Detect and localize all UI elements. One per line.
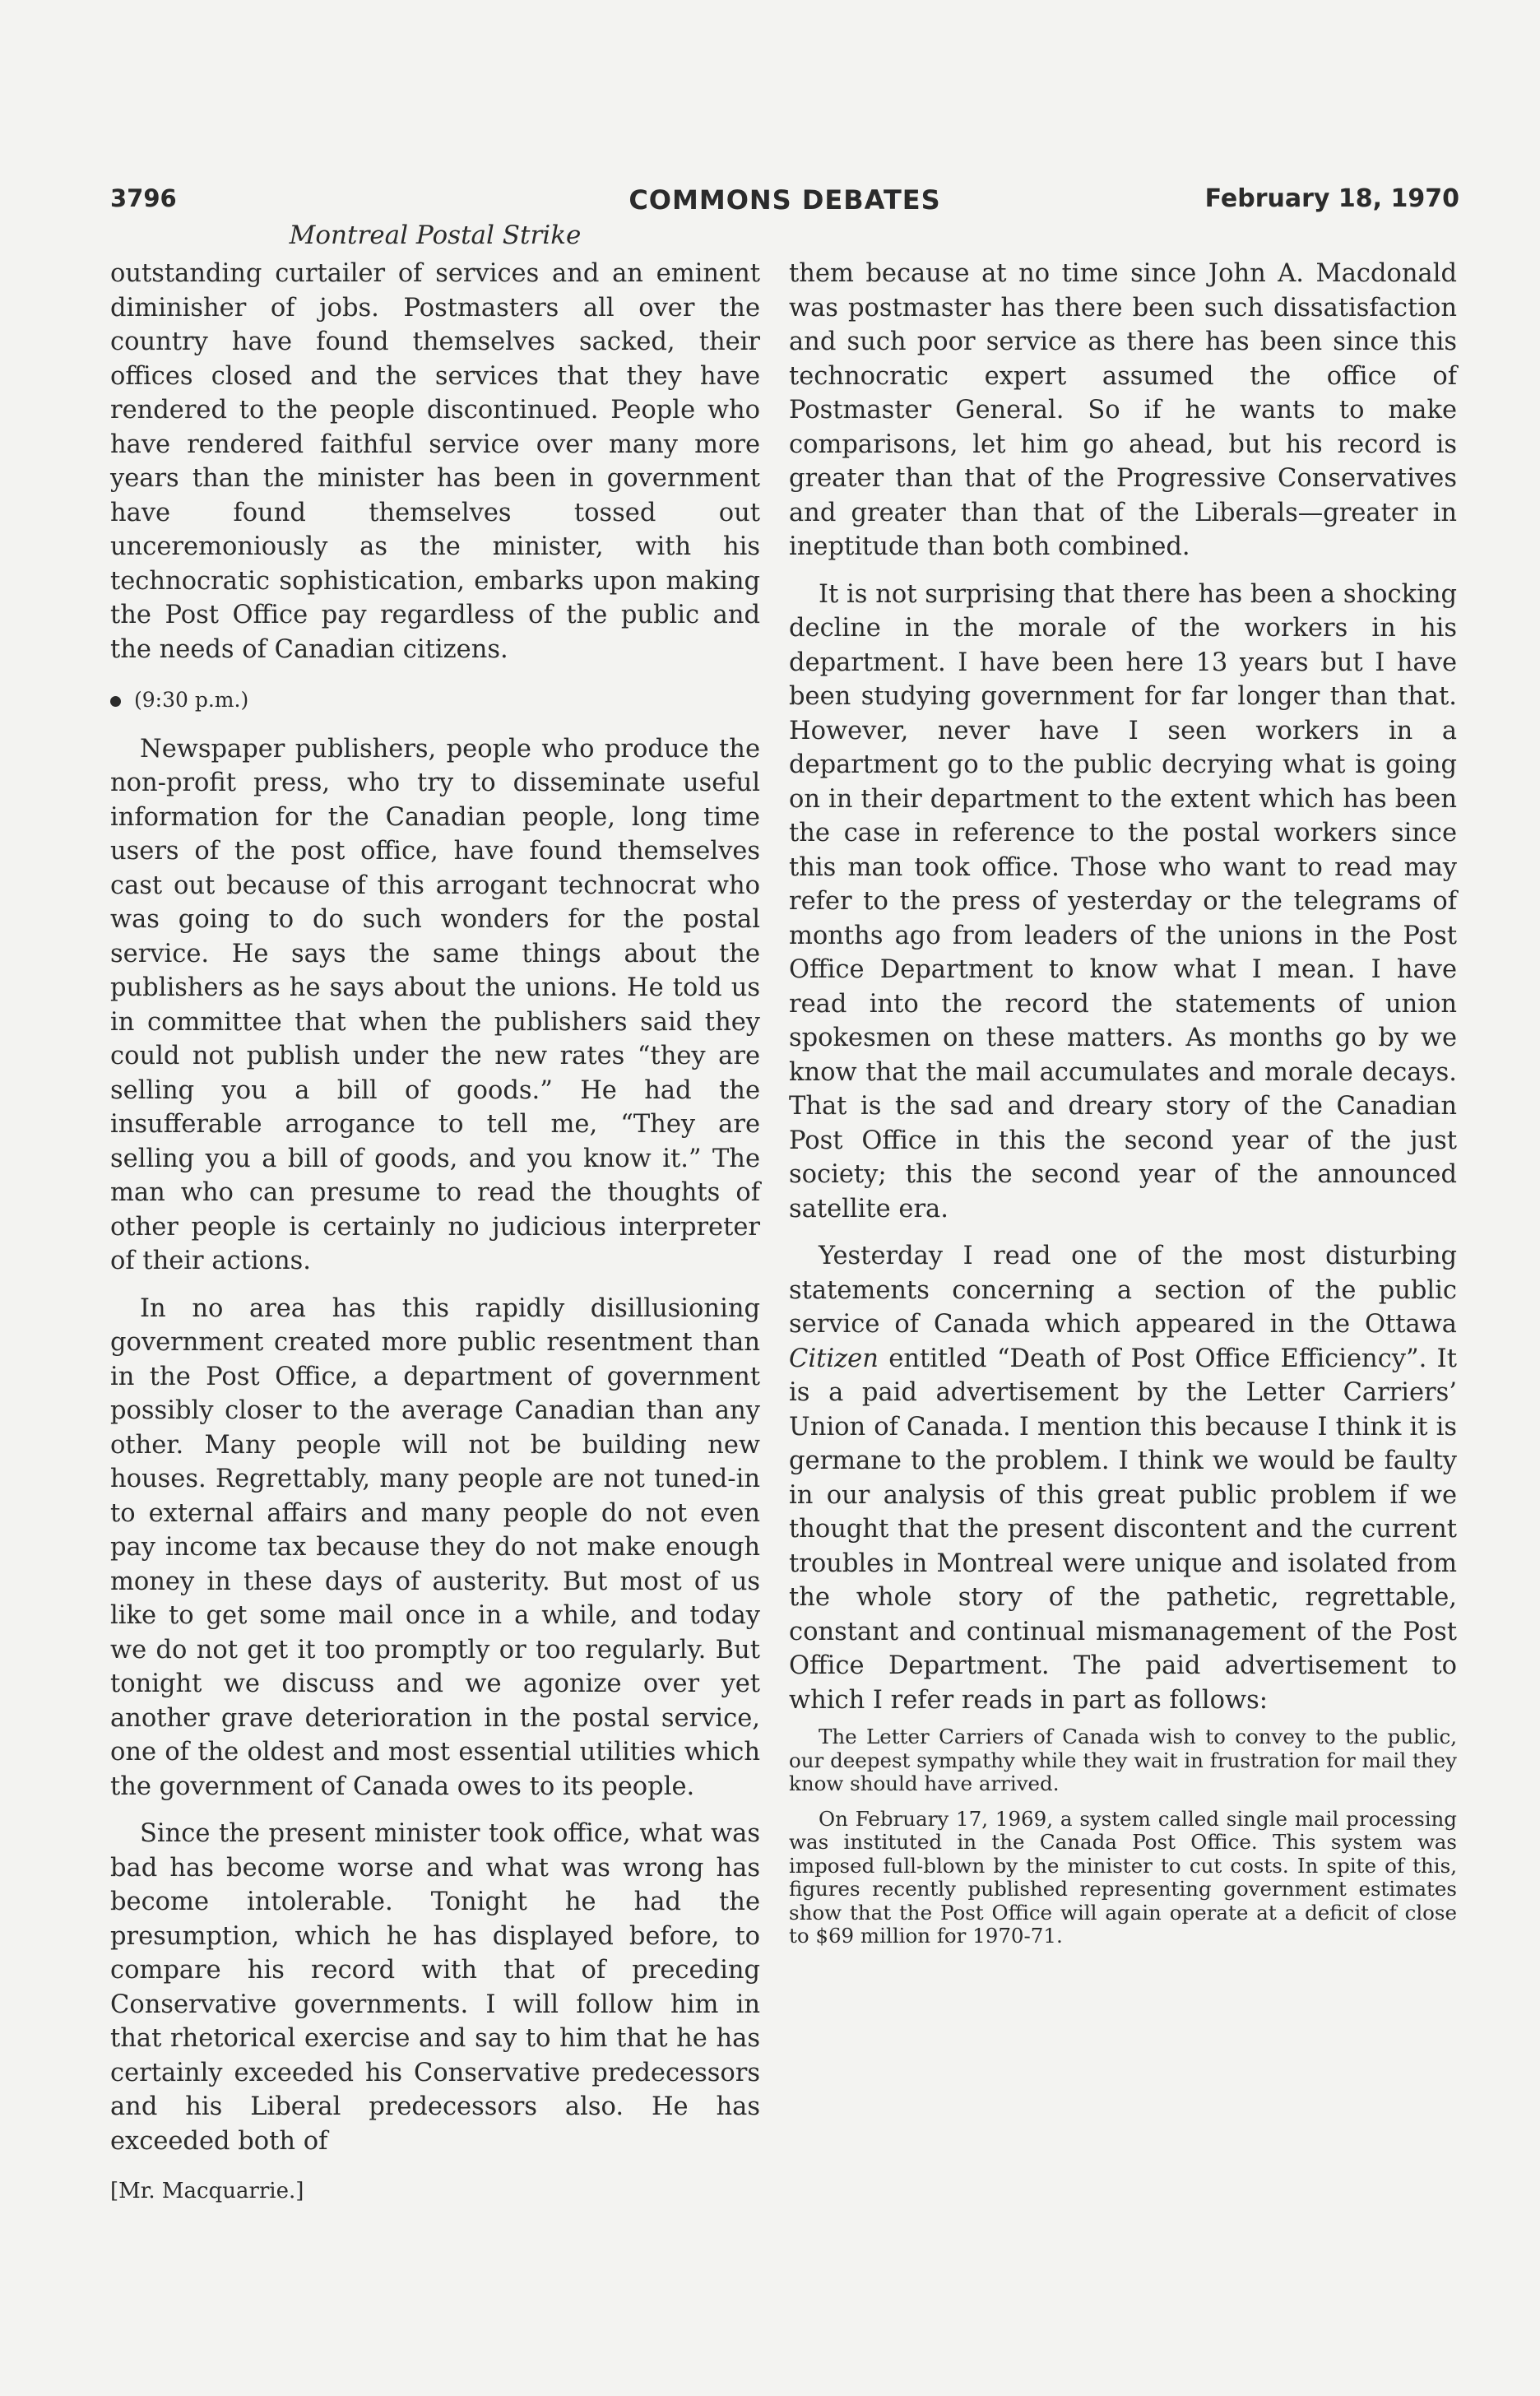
em-dash: — — [1297, 498, 1324, 527]
page-number: 3796 — [110, 184, 177, 212]
timestamp-text: (9:30 p.m.) — [134, 688, 249, 712]
paragraph-text: greater in ineptitude than both combined. — [789, 498, 1457, 561]
newspaper-name: Citizen — [789, 1344, 879, 1373]
block-quote: The Letter Carriers of Canada wish to convey to the public, our deepest sympathy while they wait in frustration for mail they know should have arrived. — [789, 1725, 1457, 1795]
paragraph: Since the present minister took office, what was bad has become worse and what was wrong has become intolerable. Tonight he had the presumption, which he has displayed before, to compare his record with that of preceding Conservative governments. I will follow him in that rhetorical exercise and say to him that he has certainly exceeded his Conservative predecessors and his Liberal predecessors also. He has exceeded both of — [110, 1819, 760, 2156]
header-date: February 18, 1970 — [1204, 184, 1459, 213]
speaker-attribution: [Mr. Macquarrie.] — [110, 2179, 304, 2203]
left-column — [110, 257, 760, 2209]
running-title: Montreal Postal Strike — [289, 221, 582, 250]
paragraph-text: them because at no time since John A. Macdonald was postmaster has there been such dissatisfaction and such poor service as there has been since this technocratic expert assumed the office of Postmaster General. So if he wants to make comparisons, let him go ahead, but his record is greater than that of the Progressive Conservatives and greater than that of the Liberals — [789, 259, 1457, 527]
bullet-icon — [110, 696, 121, 707]
paragraph: outstanding curtailer of services and an eminent diminisher of jobs. Postmasters all over the country have found themselves sacked, their offices closed and the services that they have rendered to the people discontinued. People who have rendered faithful service over many more years than the minister has been in government have found themselves tossed out unceremoniously as the minister, with his technocratic sophistication, embarks upon making the Post Office pay regardless of the public and the needs of Canadian citizens. — [110, 259, 760, 664]
page-header — [110, 184, 1459, 221]
timestamp — [110, 683, 760, 717]
block-quote: On February 17, 1969, a system called single mail processing was instituted in the Canada Post Office. This system was imposed full-blown by the minister to cut costs. In spite of this, figures recently published representing government estimates show that the Post Office will again operate at a deficit of close to $69 million for 1970-71. — [789, 1806, 1457, 1948]
paragraph — [789, 257, 1457, 564]
publication-title: COMMONS DEBATES — [629, 184, 941, 216]
paragraph: In no area has this rapidly disillusioning government created more public resentment than in the Post Office, a department of government possibly closer to the average Canadian than any other. Many people will not be building new houses. Regrettably, many people are not tuned-in to external affairs and many people do not even pay income tax because they do not make enough money in these days of austerity. But most of us like to get some mail once in a while, and today we do not get it too promptly or too regularly. But tonight we discuss and we agonize over yet another grave deterioration in the postal service, one of the oldest and most essential utilities which the government of Canada owes to its people. — [110, 1293, 760, 1801]
paragraph — [789, 1239, 1457, 1717]
right-column — [789, 257, 1457, 1948]
paragraph-text: Yesterday I read one of the most disturbing statements concerning a section of the public service of Canada which appeared in the Ottawa — [789, 1242, 1457, 1339]
paragraph-text: entitled “Death of Post Office Efficiency”. It is a paid advertisement by the Letter Carriers’ Union of Canada. I mention this because I think it is germane to the problem. I think we would be faulty in our analysis of this great public problem if we thought that the present discontent and the current troubles in Montreal were unique and isolated from the whole story of the pathetic, regrettable, constant and continual mismanagement of the Post Office Department. The paid advertisement to which I refer reads in part as follows: — [789, 1344, 1457, 1715]
paragraph: It is not surprising that there has been a shocking decline in the morale of the workers in his department. I have been here 13 years but I have been studying government for far longer than that. However, never have I seen workers in a department go to the public decrying what is going on in their department to the extent which has been the case in reference to the postal workers since this man took office. Those who want to read may refer to the press of yesterday or the telegrams of months ago from leaders of the unions in the Post Office Department to know what I mean. I have read into the record the statements of union spokesmen on these matters. As months go by we know that the mail accumulates and morale decays. That is the sad and dreary story of the Canadian Post Office in this the second year of the just society; this the second year of the announced satellite era. — [789, 579, 1457, 1224]
paragraph: Newspaper publishers, people who produce the non-profit press, who try to disseminate useful information for the Canadian people, long time users of the post office, have found themselves cast out because of this arrogant technocrat who was going to do such wonders for the postal service. He says the same things about the publishers as he says about the unions. He told us in committee that when the publishers said they could not publish under the new rates “they are selling you a bill of goods.” He had the insufferable arrogance to tell me, “They are selling you a bill of goods, and you know it.” The man who can presume to read the thoughts of other people is certainly no judicious interpreter of their actions. — [110, 734, 760, 1275]
